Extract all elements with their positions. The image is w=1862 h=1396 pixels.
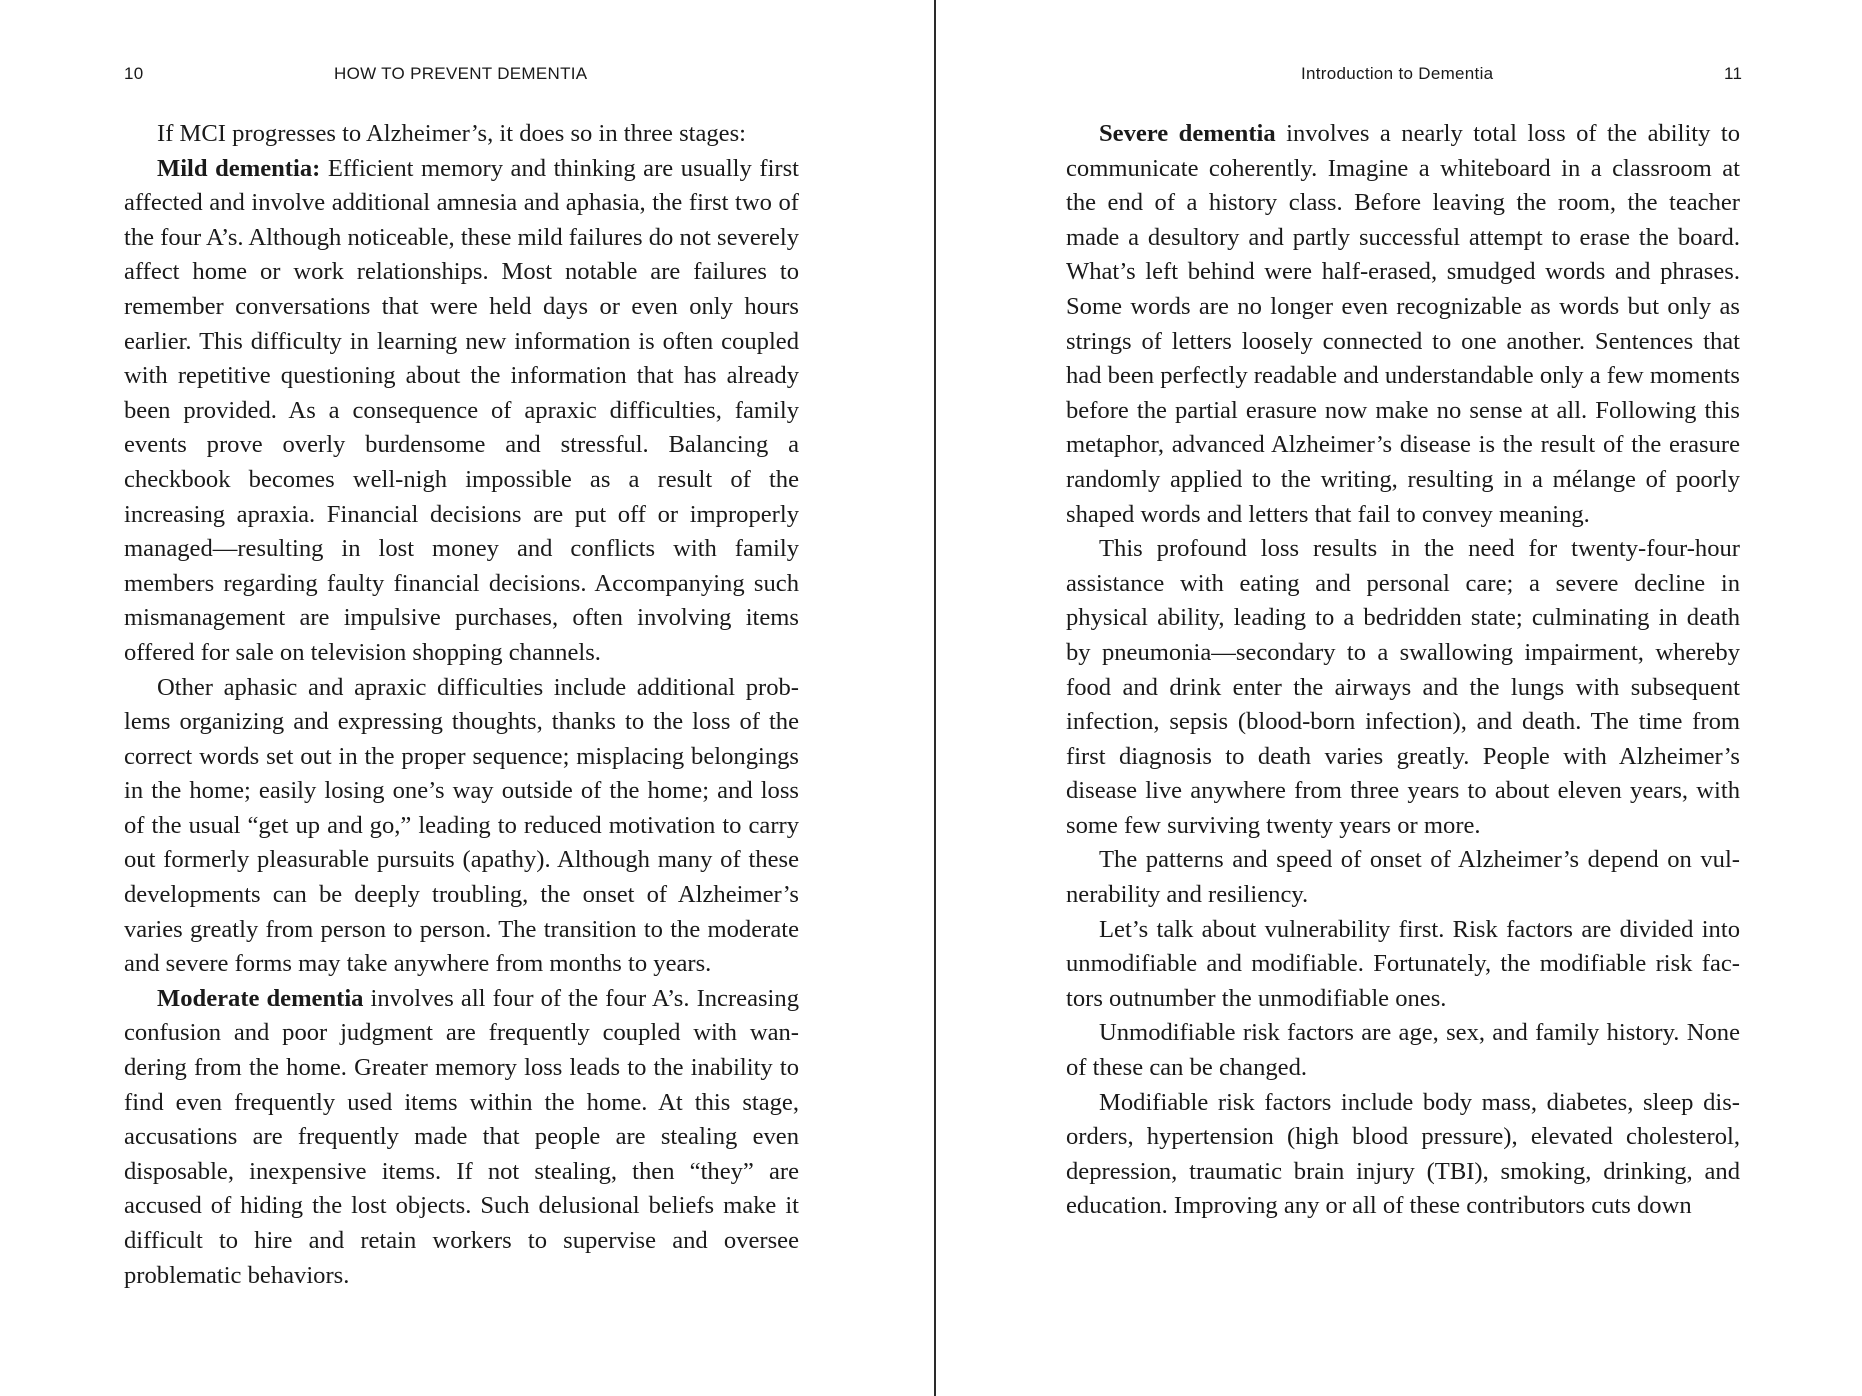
left-page-number: 10 <box>124 64 144 83</box>
paragraph <box>1066 1086 1740 1224</box>
paragraph-text: Modifiable risk factors include body mass, diabetes, sleep disorders, hypertension (high blood pressure), elevated cholesterol, depression, traumatic brain injury (TBI), smoking, drinking, and education. Improving any or all of these contributors cuts down <box>1066 1088 1740 1220</box>
paragraph <box>124 152 799 671</box>
paragraph <box>1066 117 1740 532</box>
right-running-head <box>936 64 1862 88</box>
paragraph <box>124 671 799 982</box>
left-body-text <box>124 117 799 1293</box>
right-page <box>936 0 1862 1396</box>
paragraph-text: Let’s talk about vulnerability first. Risk factors are divided into unmodifiable and modifiable. Fortunately, the modifiable risk factors outnumber the unmodifiable ones. <box>1066 915 1740 1012</box>
left-running-head-title: HOW TO PREVENT DEMENTIA <box>334 64 588 83</box>
paragraph <box>124 117 799 152</box>
paragraph-text: This profound loss results in the need for twenty-four-hour assistance with eating and personal care; a severe decline in physical ability, leading to a bedridden state; culminating in death by pneumonia—secondary to a swallowing impairment, whereby food and drink enter the airways and the lungs with subsequent infection, sepsis (blood-born infection), and death. The time from first diagnosis to death varies greatly. People with Alzheimer’s disease live anywhere from three years to about eleven years, with some few surviving twenty years or more. <box>1066 535 1740 839</box>
right-body-text <box>1066 117 1740 1224</box>
paragraph-text: involves a nearly total loss of the ability to communicate coherently. Imagine a whiteboard in a classroom at the end of a history class. Before leaving the room, the teacher made a desultory and partly successful attempt to erase the board. What’s left behind were half-erased, smudged words and phrases. Some words are no longer even recognizable as words but only as strings of letters loosely connected to one another. Sentences that had been perfectly readable and understandable only a few moments before the partial erasure now make no sense at all. Following this metaphor, advanced Alzheimer’s disease is the result of the erasure randomly applied to the writing, resulting in a mélange of poorly shaped words and letters that fail to convey meaning. <box>1066 120 1740 528</box>
paragraph-text: If MCI progresses to Alzheimer’s, it does so in three stages: <box>157 120 747 147</box>
paragraph-lead: Moderate dementia <box>157 984 364 1012</box>
paragraph-lead: Mild dementia: <box>157 154 321 182</box>
paragraph-text: involves all four of the four A’s. Increasing confusion and poor judgment are frequently coupled with wandering from the home. Greater memory loss leads to the inability to find even frequently used items within the home. At this stage, accusations are frequently made that people are stealing even disposable, inexpensive items. If not stealing, then “they” are accused of hiding the lost objects. Such delusional beliefs make it difficult to hire and retain workers to supervise and oversee problematic behaviors. <box>124 984 799 1289</box>
paragraph <box>1066 913 1740 1017</box>
paragraph-text: The patterns and speed of onset of Alzheimer’s depend on vulnerability and resiliency. <box>1066 846 1740 909</box>
paragraph <box>1066 843 1740 912</box>
left-running-head <box>0 64 934 88</box>
paragraph-text: Unmodifiable risk factors are age, sex, and family history. None of these can be changed. <box>1066 1019 1740 1082</box>
paragraph <box>124 982 799 1293</box>
paragraph-text: Other aphasic and apraxic difficulties include additional problems organizing and expressing thoughts, thanks to the loss of the correct words set out in the proper sequence; misplacing belongings in the home; easily losing one’s way outside of the home; and loss of the usual “get up and go,” leading to reduced motivation to carry out formerly pleasurable pursuits (apathy). Although many of these developments can be deeply troubling, the onset of Alzheimer’s varies greatly from person to person. The transition to the moderate and severe forms may take anywhere from months to years. <box>124 673 799 978</box>
paragraph-lead: Severe dementia <box>1099 120 1276 147</box>
right-page-number: 11 <box>1724 64 1743 83</box>
right-running-head-title: Introduction to Dementia <box>1301 64 1494 83</box>
paragraph-text: Efficient memory and thinking are usually first affected and involve additional amnesia and aphasia, the first two of the four A’s. Although noticeable, these mild failures do not severely affect home or work relationships. Most notable are failures to remember conversations that were held days or even only hours earlier. This difficulty in learning new information is often coupled with repetitive questioning about the information that has already been provided. As a consequence of apraxic difficulties, family events prove overly burdensome and stressful. Balancing a checkbook becomes well-nigh impossible as a result of the increasing apraxia. Financial decisions are put off or improperly managed—resulting in lost money and conflicts with family members regarding faulty financial decisions. Accompanying such mismanagement are impulsive purchases, often involving items offered for sale on television shopping channels. <box>124 154 799 666</box>
paragraph <box>1066 532 1740 843</box>
paragraph <box>1066 1016 1740 1085</box>
